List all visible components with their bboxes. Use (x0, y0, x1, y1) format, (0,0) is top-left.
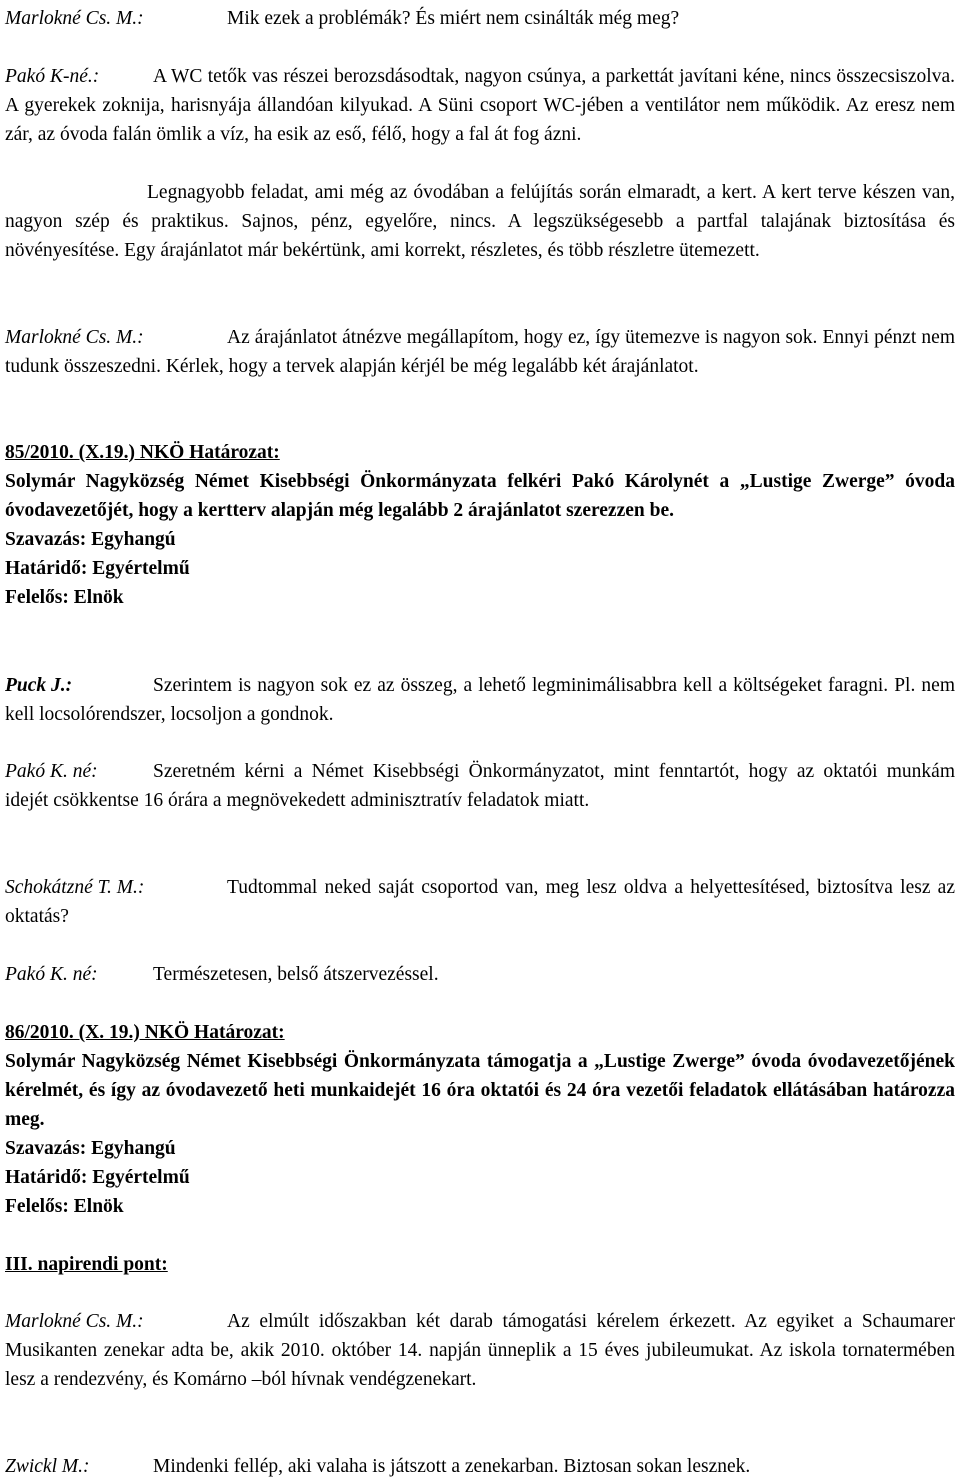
paragraph-marlokne-applications (5, 1307, 955, 1394)
speaker-label: Pakó K. né: (5, 761, 98, 782)
speaker-label: Puck J.: (5, 675, 73, 696)
paragraph-schokatzne (5, 873, 955, 931)
statement-text: Szerintem is nagyon sok ez az összeg, a lehető legminimálisabbra kell a költségeket faragni. Pl. nem kell locsolórendszer, locsoljon a gondnok. (5, 675, 955, 725)
paragraph-pako-request (5, 757, 955, 815)
statement-text: Az árajánlatot átnézve megállapítom, hogy ez, így ütemezve is nagyon sok. Ennyi pénzt nem tudunk összeszedni. Kérlek, hogy a tervek alapján kérjél be még legalább két árajánlatot. (5, 327, 955, 377)
speaker-label: Marlokné Cs. M.: (5, 327, 144, 348)
resolution-heading: 86/2010. (X. 19.) NKÖ Határozat: (5, 1022, 285, 1043)
section-heading: III. napirendi pont: (5, 1254, 168, 1275)
resolution-heading: 85/2010. (X.19.) NKÖ Határozat: (5, 442, 280, 463)
deadline-line: Határidő: Egyértelmű (5, 1167, 190, 1188)
statement-text: Tudtommal neked saját csoportod van, meg lesz oldva a helyettesítésed, biztosítva lesz az oktatás? (5, 877, 955, 927)
paragraph-marlokne-quote (5, 323, 955, 381)
resolution-86 (5, 1018, 955, 1221)
resolution-85 (5, 438, 955, 612)
vote-line: Szavazás: Egyhangú (5, 1138, 176, 1159)
resolution-text: Solymár Nagyközség Német Kisebbségi Önkormányzata felkéri Pakó Károlynét a „Lustige Zwerge” óvoda óvodavezetőjét, hogy a kertterv alapján még legalább 2 árajánlatot szerezzen be. (5, 471, 955, 521)
speaker-label: Marlokné Cs. M.: (5, 1311, 144, 1332)
speaker-label: Marlokné Cs. M.: (5, 8, 144, 29)
speaker-label: Schokátzné T. M.: (5, 877, 145, 898)
speaker-label: Zwickl M.: (5, 1456, 90, 1477)
paragraph-pako-problems (5, 62, 955, 149)
statement-text: Természetesen, belső átszervezéssel. (153, 964, 439, 985)
vote-line: Szavazás: Egyhangú (5, 529, 176, 550)
statement-text: Szeretném kérni a Német Kisebbségi Önkormányzatot, mint fenntartót, hogy az oktatói munkám idejét csökkentse 16 órára a megnövekedett adminisztratív feladatok miatt. (5, 761, 955, 811)
paragraph-puck (5, 671, 955, 729)
resolution-text: Solymár Nagyközség Német Kisebbségi Önkormányzata támogatja a „Lustige Zwerge” óvoda óvodavezetőjének kérelmét, és így az óvodavezető heti munkaidejét 16 óra oktatói és 24 óra vezetői feladatok ellátásában határozza meg. (5, 1051, 955, 1130)
statement-text: Legnagyobb feladat, ami még az óvodában a felújítás során elmaradt, a kert. A kert terve készen van, nagyon szép és praktikus. Sajnos, pénz, egyelőre, nincs. A legszükségesebb a partfal talajának biztosítása és növényesítése. Egy árajánlatot már bekértünk, ami korrekt, részletes, és több részletre ütemezett. (5, 182, 955, 261)
responsible-line: Felelős: Elnök (5, 587, 124, 608)
speaker-label: Pakó K-né.: (5, 66, 100, 87)
paragraph-zwickl (5, 1452, 955, 1481)
statement-text: Mindenki fellép, aki valaha is játszott a zenekarban. Biztosan sokan lesznek. (153, 1456, 751, 1477)
speaker-label: Pakó K. né: (5, 964, 98, 985)
paragraph-marlokne-question (5, 4, 955, 33)
paragraph-pako-answer (5, 960, 955, 989)
deadline-line: Határidő: Egyértelmű (5, 558, 190, 579)
statement-text: Az elmúlt időszakban két darab támogatási kérelem érkezett. Az egyiket a Schaumarer Musikanten zenekar adta be, akik 2010. október 14. napján ünneplik a 15 éves jubileumukat. Az iskola tornatermében lesz a rendezvény, és Komárno –ból hívnak vendégzenekart. (5, 1311, 955, 1390)
statement-text: Mik ezek a problémák? És miért nem csinálták még meg? (227, 8, 680, 29)
statement-text: A WC tetők vas részei berozsdásodtak, nagyon csúnya, a parkettát javítani kéne, nincs összecsiszolva. A gyerekek zoknija, harisnyája állandóan kilyukad. A Süni csoport WC-jében a ventilátor nem működik. Az eresz nem zár, az óvoda falán ömlik a víz, ha esik az eső, félő, hogy a fal át fog ázni. (5, 66, 955, 145)
paragraph-garden-task (5, 178, 955, 265)
responsible-line: Felelős: Elnök (5, 1196, 124, 1217)
